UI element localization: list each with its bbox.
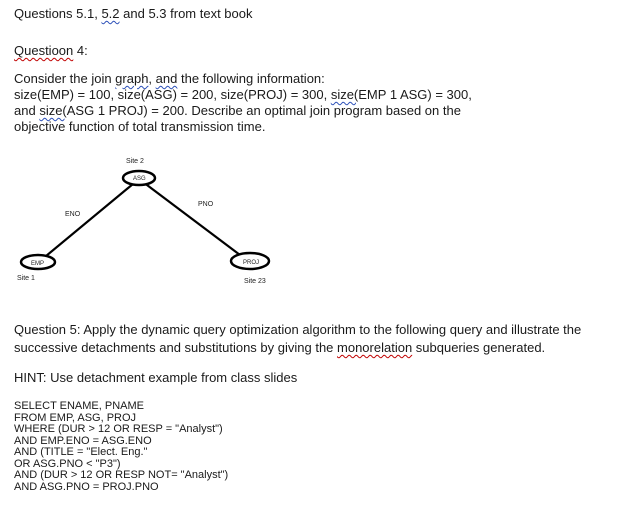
- q4-l2-a: size(EMP) = 100, size(ASG) = 200, size(PROJ) = 300,: [14, 87, 331, 102]
- q4-l2-size: size(: [330, 87, 359, 102]
- header-text-end: and 5.3 from text book: [119, 6, 253, 21]
- edge-pno-line: [139, 179, 248, 261]
- site-23-label: Site 23: [244, 278, 266, 285]
- edge-eno-line: [40, 179, 139, 261]
- sql-line: AND (TITLE = "Elect. Eng.": [14, 446, 148, 458]
- sql-line: FROM EMP, ASG, PROJ: [14, 411, 137, 424]
- asg-node-label: ASG: [133, 176, 146, 182]
- question4-line-4: objective function of total transmission time.: [14, 119, 266, 134]
- emp-node-label: EMP: [31, 261, 45, 267]
- question5-hint: HINT: Use detachment example from class slides: [14, 370, 298, 385]
- question4-heading-number: 4:: [73, 43, 88, 58]
- sql-line: AND ASG.PNO = PROJ.PNO: [14, 480, 159, 493]
- header-grammar-mark: 5.2: [101, 6, 120, 21]
- question5-body: [14, 322, 581, 356]
- pno-edge-label: PNO: [198, 201, 214, 208]
- question4-heading-misspelled: Questioon: [14, 43, 74, 58]
- sql-line: SELECT ENAME, PNAME: [14, 400, 144, 412]
- q5-l2-a: successive detachments and substitutions by giving the: [14, 340, 338, 355]
- question5-line-1: Question 5: Apply the dynamic query optimization algorithm to the following query and illustrate the: [14, 322, 582, 337]
- question5-line-2: [14, 340, 581, 356]
- q4-l1-and: and: [155, 71, 178, 86]
- sql-line: WHERE (DUR > 12 OR RESP = "Analyst"): [14, 423, 223, 435]
- sql-line: AND (DUR > 12 OR RESP NOT= "Analyst"): [14, 469, 229, 481]
- q5-l2-b: subqueries generated.: [412, 340, 546, 355]
- site-1-label: Site 1: [17, 275, 35, 282]
- q4-l3-b: ASG 1 PROJ) = 200. Describe an optimal join program based on the: [66, 103, 461, 118]
- q4-l1-b: ,: [148, 71, 156, 86]
- sql-query-block: [14, 401, 228, 493]
- q5-l2-monorelation: monorelation: [337, 340, 413, 355]
- sql-line: OR ASG.PNO < "P3"): [14, 457, 121, 470]
- q4-l1-c: the following information:: [177, 71, 325, 86]
- proj-node-label: PROJ: [243, 260, 260, 266]
- sql-line: AND EMP.ENO = ASG.ENO: [14, 434, 152, 447]
- q4-l3-a: and: [14, 103, 40, 118]
- q4-l3-size: size(: [39, 103, 67, 118]
- header-text-start: Questions 5.1,: [14, 6, 98, 21]
- q4-l1-a: Consider the join: [14, 71, 116, 86]
- q4-l1-graph: graph: [115, 71, 149, 86]
- eno-edge-label: ENO: [65, 211, 81, 218]
- site-2-label: Site 2: [126, 158, 144, 165]
- q4-l2-end: EMP 1 ASG) = 300,: [358, 87, 472, 102]
